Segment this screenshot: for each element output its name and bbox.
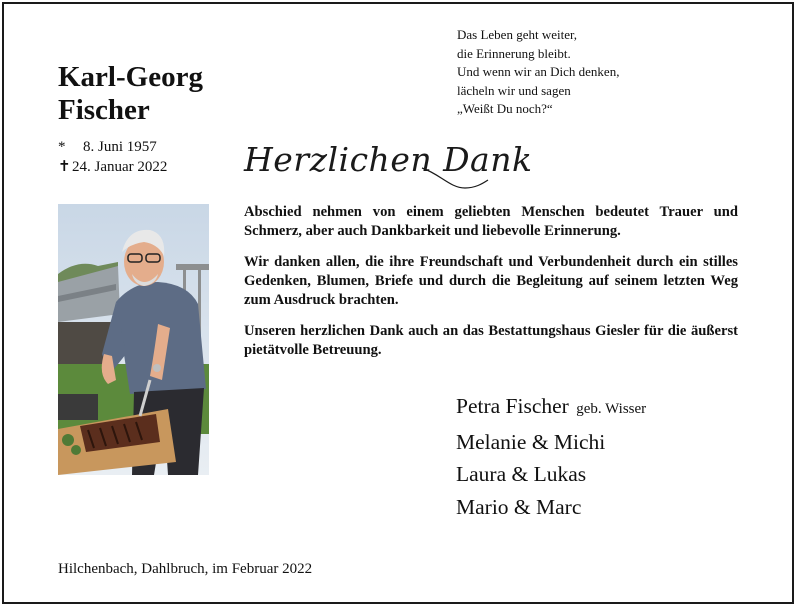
- signer-row: [456, 390, 646, 426]
- paragraph: Wir danken allen, die ihre Freundschaft und Verbundenheit durch ein stilles Gedenken, Blumen, Briefe und durch die Begleitung auf seinem letzten Weg zum Ausdruck brachten.: [244, 254, 738, 308]
- signer-name: Petra Fischer: [456, 394, 569, 418]
- death-date: 24. Januar 2022: [72, 159, 168, 175]
- poem-line: Und wenn wir an Dich denken,: [457, 64, 620, 79]
- birth-date: 8. Juni 1957: [83, 139, 157, 155]
- portrait-photo-icon: [58, 204, 209, 475]
- signer-maiden-name: geb. Wisser: [576, 401, 647, 417]
- signer-row: [456, 491, 646, 524]
- birth-row: [58, 137, 167, 157]
- signers: [456, 390, 646, 523]
- poem-line: „Weißt Du noch?“: [457, 101, 553, 116]
- portrait-photo: [58, 204, 209, 475]
- cross-icon: ✝: [58, 159, 71, 175]
- place-and-date: Hilchenbach, Dahlbruch, im Februar 2022: [58, 561, 313, 577]
- thanks-text: [244, 203, 738, 372]
- poem-line: Das Leben geht weiter,: [457, 27, 578, 42]
- paragraph: Abschied nehmen von einem geliebten Menschen bedeutet Trauer und Schmerz, aber auch Dankbarkeit und liebevolle Erinnerung.: [244, 204, 738, 239]
- poem-line: die Erinnerung bleibt.: [457, 45, 571, 61]
- poem-line: lächeln wir und sagen: [457, 82, 571, 98]
- deceased-name: [58, 61, 203, 127]
- death-row: [58, 157, 167, 177]
- birth-star-icon: *: [58, 139, 66, 155]
- thanks-heading: Herzlichen Dank: [244, 140, 533, 179]
- poem: [457, 26, 619, 119]
- signer-row: [456, 458, 646, 491]
- signer-row: [456, 426, 646, 459]
- last-name: Fischer: [58, 94, 150, 126]
- signer-name: Laura & Lukas: [456, 462, 587, 486]
- paragraph: Unseren herzlichen Dank auch an das Bestattungshaus Giesler für die äußerst pietätvolle Betreuung.: [244, 323, 738, 358]
- signer-name: Mario & Marc: [456, 494, 582, 519]
- heading-swash-icon: [420, 164, 490, 192]
- first-name: Karl-Georg: [58, 61, 203, 93]
- signer-name: Melanie & Michi: [456, 429, 606, 454]
- life-dates: [58, 137, 167, 177]
